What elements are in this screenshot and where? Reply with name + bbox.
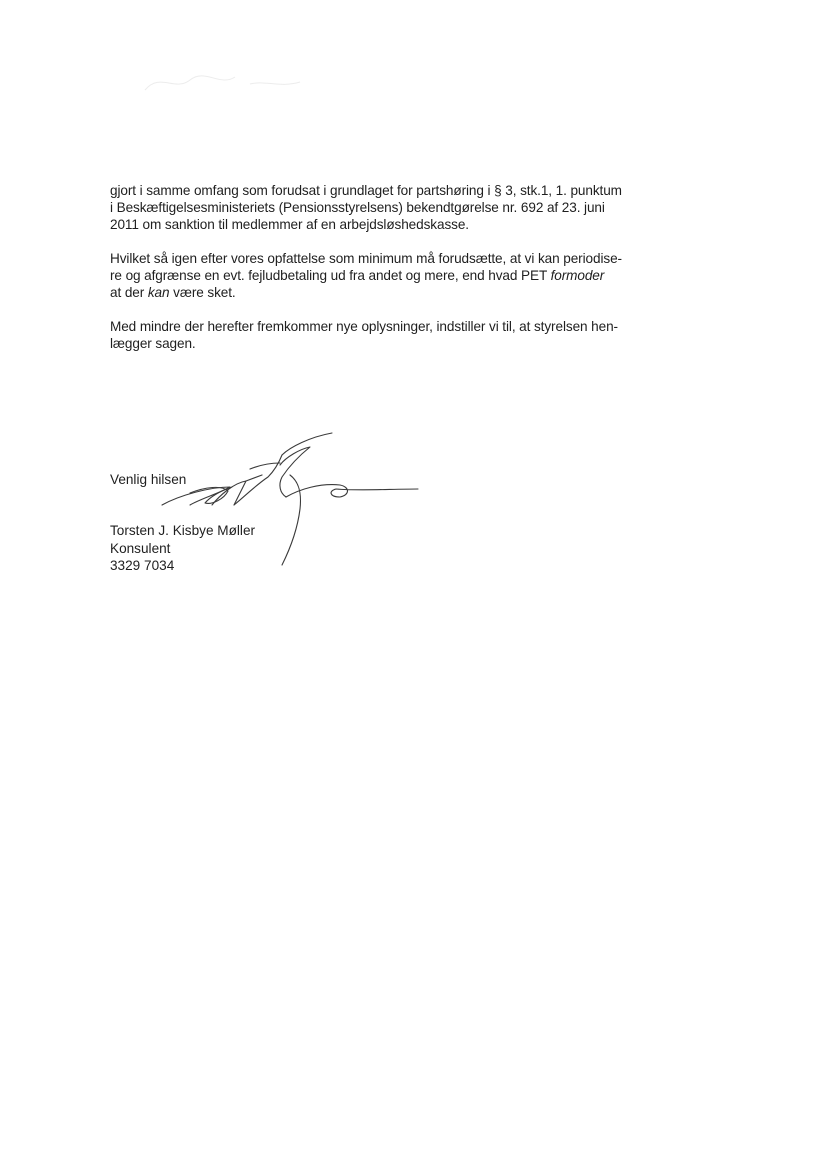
letter-body <box>110 182 670 369</box>
emphasis-formoder: formoder <box>550 268 605 283</box>
paragraph-2-line-2 <box>110 267 670 284</box>
signer-title: Konsulent <box>110 540 171 556</box>
emphasis-kan: kan <box>147 285 170 300</box>
signer-name: Torsten J. Kisbye Møller <box>110 523 256 538</box>
signer-phone: 3329 7034 <box>110 558 175 573</box>
paragraph-1-line-3: 2011 om sanktion til medlemmer af en arbejdsløshedskasse. <box>110 217 469 232</box>
paragraph-3 <box>110 318 670 352</box>
signer-block <box>110 522 255 575</box>
paragraph-2-line-3 <box>110 284 670 301</box>
paragraph-1-line-1: gjort i samme omfang som forudsat i grundlaget for partshøring i § 3, stk.1, 1. punktum <box>110 183 622 198</box>
paragraph-3-line-2: lægger sagen. <box>110 336 196 351</box>
paragraph-2-line-2-text: re og afgrænse en evt. fejludbetaling ud fra andet og mere, end hvad PET <box>110 268 551 283</box>
paragraph-3-line-1: Med mindre der herefter fremkommer nye oplysninger, indstiller vi til, at styrelsen hen- <box>110 319 618 334</box>
paragraph-2-line-3-text-before: at der <box>110 285 148 300</box>
paragraph-2-line-1: Hvilket så igen efter vores opfattelse som minimum må forudsætte, at vi kan periodise- <box>110 251 622 266</box>
paragraph-2 <box>110 250 670 301</box>
paragraph-1 <box>110 182 670 233</box>
paragraph-1-line-2: i Beskæftigelsesministeriets (Pensionsstyrelsens) bekendtgørelse nr. 692 af 23. juni <box>110 200 605 215</box>
paragraph-2-line-3-text-after: være sket. <box>169 285 236 300</box>
closing-greeting: Venlig hilsen <box>110 472 187 487</box>
faint-letterhead-mark <box>140 62 340 102</box>
